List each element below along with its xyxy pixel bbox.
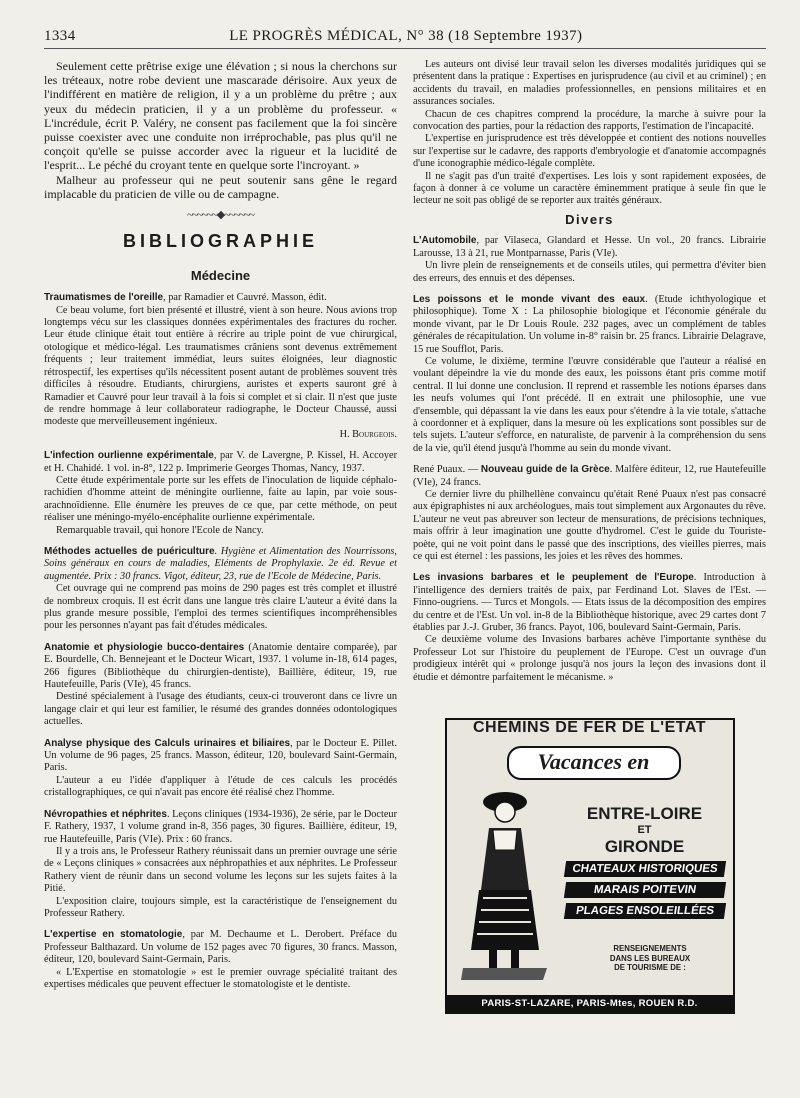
section-title: BIBLIOGRAPHIE [122,231,318,252]
page-number: 1334 [44,28,76,44]
ad-tag: CHATEAUX HISTORIQUES [563,861,725,877]
woman-figure-illustration [459,780,549,980]
ad-region-name: ENTRE-LOIRE [586,804,703,824]
book-review [44,738,397,800]
review-text: Cet ouvrage qui ne comprend pas moins de 290 pages est très complet et illustré de nombreux croquis. Il est écrit dans une langue très claire L'auteur a évité dans la plus grande mesure possible, l'emploi des termes scientifiques incompréhensibles pour les personnes n'ayant pas fait d'études médicales. [44,583,397,632]
ad-heading: CHEMINS DE FER DE L'ÉTAT [473,719,706,737]
book-review [413,294,766,455]
book-title: L'expertise en stomatologie [44,929,183,941]
review-text: L'auteur a eu l'idée d'appliquer à l'étude de ces calculs les procédés cristallographiques, ce qui n'avait pas encore été réalisé chez l'homme. [44,774,397,799]
ad-tag: PLAGES ENSOLEILLÉES [563,903,725,919]
book-details: . Hygiène et Alimentation des Nourrissons, Soins généraux en cours de maladies, Eléments de Prophylaxie. 2e éd. Revue et augmentée. Prix : 30 francs. Vigot, éditeur, 23, rue de l'Ecole de Médecine, Paris. [44,545,397,582]
book-review [44,809,397,921]
ad-info [573,944,728,973]
ad-footer: PARIS-ST-LAZARE, PARIS-Mtes, ROUEN R.D. [447,995,733,1012]
subsection-title: Médecine [190,267,251,283]
book-details: . Leçons cliniques (1934-1936), 2e série, par le Docteur F. Rathery, 1937, 1 volume grand in-8, 356 pages, 30 figures. Baillière, éditeur, 19, rue Hautefeuille, Paris (VIe). Prix : 60 francs. [44,808,397,845]
book-title: Nouveau guide de la Grèce [480,464,610,476]
book-title: Névropathies et néphrites [44,808,167,820]
book-details: (Anatomie dentaire comparée), par E. Bourdelle, Ch. Bennejeant et le Docteur Wicart, 1937. 1 volume in-18, 614 pages, 266 figures (Bibliothèque du chirurgien-dentiste), Baillière, éditeur, 19, rue Hautefeuille, Paris (VIe), 45 francs. [44,641,398,691]
book-details: , par le Docteur E. Pillet. Un volume de 96 pages, 25 francs. Masson, éditeur, 120, boulevard Saint-Germain, Paris. [44,737,397,774]
review-text: Il y a trois ans, le Professeur Rathery réunissait dans un premier ouvrage une série de « Leçons cliniques » consacrées aux néphropathies et aux néphrites. Le Professeur Rathery vient de réunir dans un second volume les leçons sur les sujets faites à la Pitié. [44,845,397,895]
book-details: , par Vilaseca, Glandard et Hesse. Un vol., 20 francs. Librairie Larousse, 13 à 21, rue Montparnasse, Paris (VIe). [413,235,766,259]
intro-paragraph: Seulement cette prêtrise exige une élévation ; si nous la cherchons sur les tréteaux, notre robe devient une mascarade dérisoire. Aux yeux de l'indifférent en matière de religion, il y a un problème du prêtre ; aux yeux du médecin praticien, il y a un problème du professeur. « L'incrédule, écrit P. Valéry, ne consent pas facilement que la foi sincère puisse coexister avec une conduite non irréprochable, pas plus qu'il ne conçoit qu'elle se puisse accorder avec la rigueur et la lucidité de l'esprit... Le péché du croyant tente en quelque sorte l'incroyant. » [44,59,397,173]
review-text: Un livre plein de renseignements et de conseils utiles, qui permettra d'éviter bien des erreurs, des ennuis et des dépenses. [413,260,766,284]
book-review [44,929,397,991]
right-column [413,59,766,1014]
book-review [44,450,397,537]
review-text: L'expertise en jurisprudence est très développée et contient des notions nouvelles sur l'expertise sur le cadavre, des rapports d'embryologie et d'anatomie accompagnés d'une iconographie médico-légale complète. [413,133,766,170]
journal-title: LE PROGRÈS MÉDICAL, N° 38 (18 Septembre 1937) [229,28,583,44]
running-head [44,28,766,49]
review-text: Les auteurs ont divisé leur travail selon les diverses modalités juridiques qui se présentent dans la pratique : Expertises en jurisprudence (au civil et au criminel) ; en accidents du travail, en maladies professionnelles, en pensions militaires et en assurances sociales. [413,59,766,108]
ornament-divider: ~~~~~~◆~~~~~~ [187,209,254,222]
ad-region-name: GIRONDE [604,837,685,857]
ad-info-line: RENSEIGNEMENTS [613,944,687,954]
book-title: L'Automobile [413,235,477,247]
book-title: L'infection ourlienne expérimentale [44,450,214,462]
review-text: Ce volume, le dixième, termine l'œuvre considérable que l'auteur a réalisé en voulant dépeindre la vie du monde des eaux, les poissons étant pris comme motif central. Il lui donne une conclusion. Il reprend et rassemble les notions éparses dans les neufs volumes qui l'ont précédé. Il en extrait une philosophie, une vue d'ensemble, qui dépassant la vie dans les eaux pour s'étendre à la vie totale, s'attache à coordonner et à expliquer, dans la mesure où les explications sont possibles sur de tels sujets. L'auteur s'efforce, en naturaliste, de parvenir à la compréhension du sens de la vie, qu'il étend jusqu'à l'homme au sein du monde vivant. [413,355,766,454]
left-column [44,59,397,1014]
subsection-title-divers: Divers [565,211,614,227]
review-text: Ce dernier livre du philhellène convaincu qu'était René Puaux n'est pas consacré aux épigraphistes ni aux archéologues, mais tout simplement aux Argonautes du rêve. L'auteur ne veut pas abreuver son lecteur de mensurations, de précisions techniques, mais offrir à leur imagination une goutte d'hydromel. C'est le guide du Touriste-poète, qui ne voit point dans le passé que des inscriptions, des vieilles pierres, mais ce qui est éternel : les passions, les joies et les rêves des hommes. [413,489,766,563]
book-details: . Introduction à l'intelligence des derniers traités de paix, par Ferdinand Lot. Slaves de l'Est. — Finno-ougriens. — Turcs et Mongols. — Etats issus de la décomposition des empires du centre et de l'Est. Un vol. in-8 de la Bibliothèque historique, avec 29 cartes dont 7 établies par J.-J. Gruber, 36 francs. Payot, 106, boulevard Saint-Germain, Paris. [413,572,766,634]
book-title: Traumatismes de l'oreille [44,292,164,304]
review-text: Cette étude expérimentale porte sur les effets de l'inoculation de liquide céphalo-rachidien d'homme atteint de méningite ourlienne, faite au lapin, par voie sous-arachnoïdienne. Elle énumère les preuves de ce que, par cette méthode, on peut réaliser une méningo-myélo-encéphalite ourlienne expérimentale. [44,474,397,524]
ad-banner: Vacances en [507,746,681,780]
review-text: Remarquable travail, qui honore l'Ecole de Nancy. [56,524,264,536]
intro-paragraph-2: Malheur au professeur qui ne peut soutenir sans gêne le regard implacable du praticien de ville ou de campagne. [44,172,397,201]
book-review [413,572,766,684]
review-text: Ce beau volume, fort bien présenté et illustré, vient à son heure. Nous avions trop longtemps vécu sur les classiques données expérimentales des fractures du rocher. Leur étude clinique était tout entière à récrire au triple point de vue chirurgical, otologique et médico-légal. Les traumatismes crâniens sont devenus extrêmement fréquents ; leur traitement immédiat, leurs suites éloignées, leur diagnostic rétrospectif, les expertises qu'ils nécessitent posent autant de problèmes souvent très difficiles à résoudre. Etudiants, chirurgiens, auristes et experts sauront gré à Ramadier et Cauvré pour leur travail à la fois si complet et si clair. Il n'est que juste de rendre hommage à leur collaborateur radiographe, le Docteur Chaussé, aussi modeste que merveilleusement ingénieux. [44,304,397,428]
book-review [413,235,766,285]
book-details: , par V. de Lavergne, P. Kissel, H. Accoyer et H. Chahidé. 1 vol. in-8°, 122 p. Imprimerie Georges Thomas, Nancy, 1937. [44,450,397,474]
book-review [44,292,397,441]
book-title: Anatomie et physiologie bucco-dentaires [44,641,245,653]
ad-info-line: DE TOURISME DE : [614,963,686,973]
review-text: Destiné spécialement à l'usage des étudiants, ceux-ci trouveront dans ce livre un langage clair et qui leur est familier, le résumé des grandes données odontologiques actuelles. [44,691,397,728]
book-review [413,464,766,563]
ad-info-line: DANS LES BUREAUX [609,953,691,963]
book-title: Les invasions barbares et le peuplement de l'Europe [413,572,694,584]
book-details: . (Etude ichthyologique et philosophique). Tome X : La philosophie biologique et l'économie générale du monde vivant, par le Dr Louis Roule. 232 pages, avec un complément de tables générales de récapitulation. Un volume in-8° raisin br. 25 francs. Librairie Delagrave, 15 rue Soufflot, Paris. [413,293,766,355]
book-title: Les poissons et le monde vivant des eaux [413,293,646,305]
book-title: Méthodes actuelles de puériculture [44,545,215,557]
book-review [44,546,397,633]
reviewer-signature: H. Bourgeois. [339,428,397,440]
ad-region-conj: ET [637,824,652,837]
book-details: , par Ramadier et Cauvré. Masson, édit. [163,292,327,304]
review-text: Il ne s'agit pas d'un traité d'expertises. Les lois y sont rapidement exposées, de façon à donner à ce volume un caractère éminemment pratique à seule fin que le lecteur ne soit pas obligé de se reporter aux traités généraux. [413,170,766,207]
review-text: « L'Expertise en stomatologie » est le premier ouvrage spécialité traitant des expertises médicales que peuvent effectuer le stomatologiste et le dentiste. [44,966,397,990]
review-text: Chacun de ces chapitres comprend la procédure, la marche à suivre pour la convocation des parties, pour la rédaction des rapports, l'estimation de l'incapacité. [413,108,766,133]
book-title: Analyse physique des Calculs urinaires et biliaires [44,737,291,749]
railway-advertisement [445,718,735,1014]
book-author: René Puaux. — [413,464,481,476]
book-review [44,642,397,729]
book-details: , par M. Dechaume et L. Derobert. Préface du Professeur Balthazard. Un volume de 152 pages avec 70 figures, 30 francs. Masson, éditeur, 120, boulevard Saint-Germain, Paris. [44,929,397,966]
book-details: . Malfère éditeur, 12, rue Hautefeuille (VIe), 24 francs. [413,464,767,488]
review-text: L'exposition claire, toujours simple, est la caractéristique de l'enseignement du Professeur Rathery. [44,895,397,919]
ad-region-block [565,804,725,919]
ad-tag: MARAIS POITEVIN [563,882,725,898]
review-text: Ce deuxième volume des Invasions barbares achève l'importante synthèse du Professeur Lot sur l'histoire du peuplement de l'Europe. C'est un ouvrage d'un prodigieux intérêt qui « prolonge jusqu'à nos jours la leçon des invasions dont il étudie et démontre parfaitement le mécanisme. » [413,634,766,683]
